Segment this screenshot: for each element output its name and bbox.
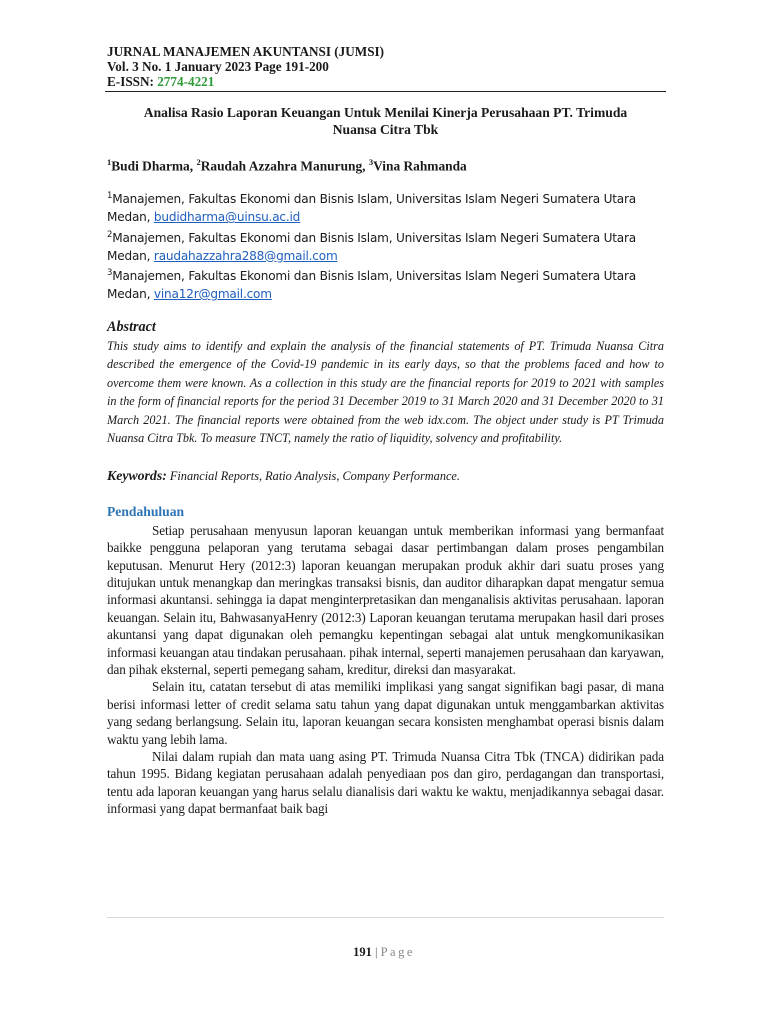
- page-number: 191: [353, 945, 372, 959]
- affiliation-2-text: Manajemen, Fakultas Ekonomi dan Bisnis Islam, Universitas Islam Negeri Sumatera Utara Medan,: [107, 230, 636, 263]
- footer-divider: [107, 917, 664, 918]
- section-body: [107, 522, 664, 818]
- journal-issn: [107, 74, 664, 89]
- author-1-name: Budi Dharma,: [111, 158, 197, 174]
- journal-header: [107, 44, 664, 89]
- author-2-name: Raudah Azzahra Manurung,: [200, 158, 369, 174]
- email-link-1[interactable]: budidharma@uinsu.ac.id: [153, 210, 301, 225]
- header-divider: [105, 91, 666, 92]
- affiliation-list: [107, 188, 664, 303]
- affiliation-1-text: Manajemen, Fakultas Ekonomi dan Bisnis Islam, Universitas Islam Negeri Sumatera Utara Medan,: [107, 192, 636, 225]
- affiliation-2-sup: 2: [107, 229, 113, 240]
- author-1-sup: 1: [107, 157, 112, 167]
- paper-title: Analisa Rasio Laporan Keuangan Untuk Menilai Kinerja Perusahaan PT. Trimuda Nuansa Citra Tbk: [143, 105, 628, 137]
- page-footer: [0, 945, 768, 960]
- keywords-text: Financial Reports, Ratio Analysis, Company Performance.: [166, 468, 460, 483]
- keywords-label: Keywords:: [107, 467, 167, 483]
- issn-number: 2774-4221: [157, 74, 215, 89]
- email-link-2[interactable]: raudahazzahra288@gmail.com: [153, 248, 338, 263]
- body-paragraph-3: Nilai dalam rupiah dan mata uang asing PT. Trimuda Nuansa Citra Tbk (TNCA) didirikan pada tahun 1995. Bidang kegiatan perusahaan adalah penyediaan pos dan giro, perdagangan dan transportasi, tentu ada laporan keuangan yang harus selalu dianalisis dari waktu ke waktu, menjadikannya sebagai dasar. informasi yang dapat bermanfaat baik bagi: [107, 749, 664, 817]
- author-list: [107, 153, 664, 175]
- abstract-text: This study aims to identify and explain the analysis of the financial statements of PT. Trimuda Nuansa Citra described the emergence of the Covid-19 pandemic in its early days, so that the problems faced and how to overcome them were known. As a collection in this study are the financial reports for 2019 to 2021 with samples in the form of financial reports for the period 31 December 2019 to 31 March 2020 and 31 December 2020 to 31 March 2021. The financial reports were obtained from the web idx.com. The object under study is PT Trimuda Nuansa Citra Tbk. To measure TNCT, namely the ratio of liquidity, solvency and profitability.: [107, 338, 664, 446]
- email-link-3[interactable]: vina12r@gmail.com: [153, 287, 272, 302]
- page-separator: |: [371, 945, 381, 959]
- affiliation-3-text: Manajemen, Fakultas Ekonomi dan Bisnis Islam, Universitas Islam Negeri Sumatera Utara Medan,: [107, 269, 636, 302]
- body-paragraph-2: Selain itu, catatan tersebut di atas memiliki implikasi yang sangat signifikan bagi pasar, di mana berisi informasi letter of credit selama satu tahun yang dapat digunakan untuk menggambarkan aktivitas yang sedang berlangsung. Selain itu, laporan keuangan secara konsisten menghambat operasi bisnis dalam waktu yang lebih lama.: [107, 679, 664, 747]
- author-3-sup: 3: [368, 157, 374, 167]
- body-paragraph-1: Setiap perusahaan menyusun laporan keuangan untuk memberikan informasi yang bermanfaat baikke pengguna pelaporan yang terutama sebagai dasar pertimbangan dalam proses pengambilan keputusan. Menurut Hery (2012:3) laporan keuangan merupakan produk akhir dari suatu proses yang ditujukan untuk menangkap dan meringkas transaksi bisnis, dan auditor diharapkan dapat mengatur semua informasi akuntansi. sehingga ia dapat menginterpretasikan dan menganalisis aktivitas perusahaan. laporan keuangan. Selain itu, BahwasanyaHenry (2012:3) Laporan keuangan terutama merupakan hasil dari proses akuntansi yang dapat digunakan oleh pemangku kepentingan sebagai alat untuk mengkomunikasikan informasi keuangan atau tindakan perusahaan. pihak internal, seperti manajemen perusahaan dan karyawan, dan pihak eksternal, seperti pemegang saham, kreditur, direksi dan masyarakat.: [107, 522, 664, 678]
- affiliation-1: [107, 188, 664, 226]
- section-heading: Pendahuluan: [107, 503, 185, 519]
- author-3-name: Vina Rahmanda: [373, 158, 467, 174]
- page-label: Page: [380, 945, 415, 959]
- journal-name: JURNAL MANAJEMEN AKUNTANSI (JUMSI): [107, 44, 385, 59]
- abstract-heading: Abstract: [107, 318, 156, 335]
- author-2-sup: 2: [196, 157, 201, 167]
- affiliation-3-sup: 3: [107, 268, 113, 279]
- affiliation-3: [107, 265, 664, 303]
- issn-label: E-ISSN:: [107, 74, 158, 89]
- affiliation-2: [107, 227, 664, 265]
- affiliation-1-sup: 1: [107, 191, 113, 202]
- keywords-line: [107, 467, 664, 485]
- journal-volume: Vol. 3 No. 1 January 2023 Page 191-200: [107, 59, 329, 74]
